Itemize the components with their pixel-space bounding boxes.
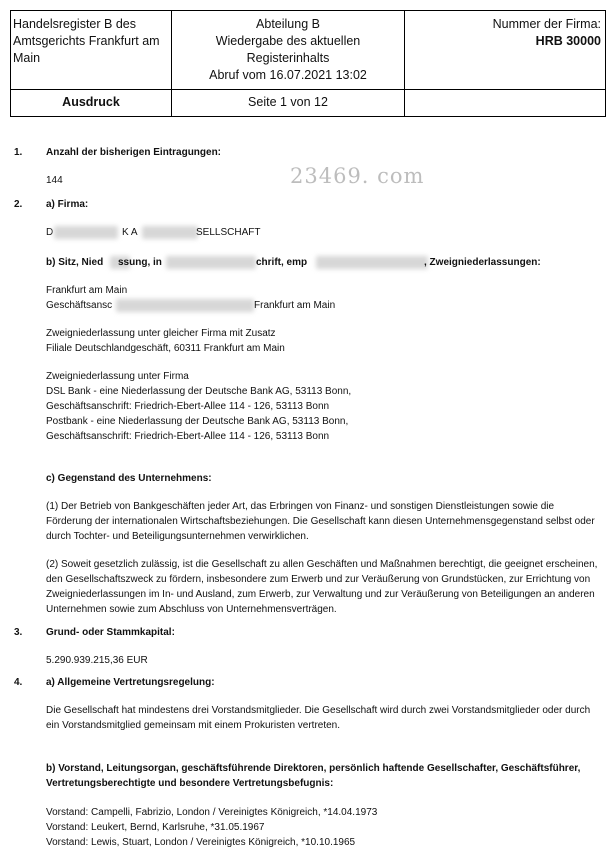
company-name-fragment-1: D <box>46 227 54 238</box>
share-capital: 5.290.939.215,36 EUR <box>46 655 148 666</box>
registered-seat: Frankfurt am Main <box>46 285 128 296</box>
section-4a-heading: a) Allgemeine Vertretungsregelung: <box>46 677 215 688</box>
entry-count: 144 <box>46 175 63 186</box>
branch-1-line-1: Zweigniederlassung unter gleicher Firma mit Zusatz <box>46 328 276 339</box>
company-name-fragment-3: SELLSCHAFT <box>196 227 261 238</box>
company-number-label: Nummer der Firma: <box>492 17 601 31</box>
dept-line-1: Abteilung B <box>256 17 320 31</box>
redaction-block <box>54 226 118 239</box>
company-name-fragment-2: K A <box>122 227 138 238</box>
branch-2-line-1: Zweigniederlassung unter Firma <box>46 371 189 382</box>
section-3-number: 3. <box>14 627 23 638</box>
section-2b-heading-2: ssung, in <box>118 257 162 268</box>
section-1-heading: Anzahl der bisherigen Eintragungen: <box>46 147 222 158</box>
company-number: HRB 30000 <box>535 34 601 48</box>
redaction-block <box>316 256 428 269</box>
section-2c-heading: c) Gegenstand des Unternehmens: <box>46 473 212 484</box>
board-member-3: Vorstand: Lewis, Stuart, London / Vereinigtes Königreich, *10.10.1965 <box>46 837 356 848</box>
retrieval-date: Abruf vom 16.07.2021 13:02 <box>209 68 367 82</box>
branch-2-line-4: Postbank - eine Niederlassung der Deutsche Bank AG, 53113 Bonn, <box>46 416 349 427</box>
page-indicator: Seite 1 von 12 <box>248 95 328 109</box>
section-2a-heading: a) Firma: <box>46 199 89 210</box>
business-address-city: Frankfurt am Main <box>254 300 336 311</box>
section-2-number: 2. <box>14 199 23 210</box>
section-3-heading: Grund- oder Stammkapital: <box>46 627 175 638</box>
section-4-number: 4. <box>14 677 23 688</box>
redaction-block <box>116 299 254 312</box>
section-2b-heading-4: , Zweigniederlassungen: <box>424 257 541 268</box>
redaction-block <box>142 226 198 239</box>
court-line-1: Handelsregister B des <box>13 17 136 31</box>
court-line-2: Amtsgerichts Frankfurt am <box>13 34 160 48</box>
branch-2-line-3: Geschäftsanschrift: Friedrich-Ebert-Allee 114 - 126, 53113 Bonn <box>46 401 330 412</box>
court-line-3: Main <box>13 51 41 65</box>
representation-rule: Die Gesellschaft hat mindestens drei Vorstandsmitglieder. Die Gesellschaft wird durch zwei Vorstandsmitglieder oder durch ein Vorstandsmitglied gemeinsam mit einem Prokuristen vertreten. <box>46 705 591 731</box>
section-2b-heading-3: chrift, emp <box>256 257 308 268</box>
printout-label: Ausdruck <box>62 95 120 109</box>
watermark-text: 23469. com <box>290 164 425 188</box>
business-address-label: Geschäftsansc <box>46 300 113 311</box>
section-2b-heading-1: b) Sitz, Nied <box>46 257 104 268</box>
redaction-block <box>166 256 256 269</box>
section-4b-heading: b) Vorstand, Leitungsorgan, geschäftsführende Direktoren, persönlich haftende Gesellschafter, Geschäftsführer, Vertretungsberechtigte und besondere Vertretungsbefugnis: <box>46 763 581 789</box>
board-member-2: Vorstand: Leukert, Bernd, Karlsruhe, *31.05.1967 <box>46 822 265 833</box>
business-purpose-paragraph-2: (2) Soweit gesetzlich zulässig, ist die Gesellschaft zu allen Geschäften und Maßnahmen berechtigt, die geeignet erscheinen, den Gesellschaftszweck zu fördern, insbesondere zum Erwerb und zur Veräußerung von Grundstücken, zur Errichtung von Zweigniederlassungen im In- und Ausland, zum Erwerb, zur Verwaltung und zur Veräußerung von Beteiligungen an anderen Unternehmen sowie zum Abschluss von Unternehmensverträgen. <box>46 559 598 615</box>
business-purpose-paragraph-1: (1) Der Betrieb von Bankgeschäften jeder Art, das Erbringen von Finanz- und sonstigen Dienstleistungen sowie die Förderung der internationalen Wirtschaftsbeziehungen. Die Gesellschaft kann diesen Unternehmensgegenstand selbst oder durch Tochter- und Beteiligungsunternehmen verwirklichen. <box>46 501 595 542</box>
board-member-1: Vorstand: Campelli, Fabrizio, London / Vereinigtes Königreich, *14.04.1973 <box>46 807 378 818</box>
branch-2-line-5: Geschäftsanschrift: Friedrich-Ebert-Allee 114 - 126, 53113 Bonn <box>46 431 330 442</box>
dept-line-2: Wiedergabe des aktuellen <box>215 34 361 48</box>
dept-line-3: Registerinhalts <box>246 51 330 65</box>
branch-1-line-2: Filiale Deutschlandgeschäft, 60311 Frankfurt am Main <box>46 343 285 354</box>
section-1-number: 1. <box>14 147 23 158</box>
branch-2-line-2: DSL Bank - eine Niederlassung der Deutsche Bank AG, 53113 Bonn, <box>46 386 352 397</box>
